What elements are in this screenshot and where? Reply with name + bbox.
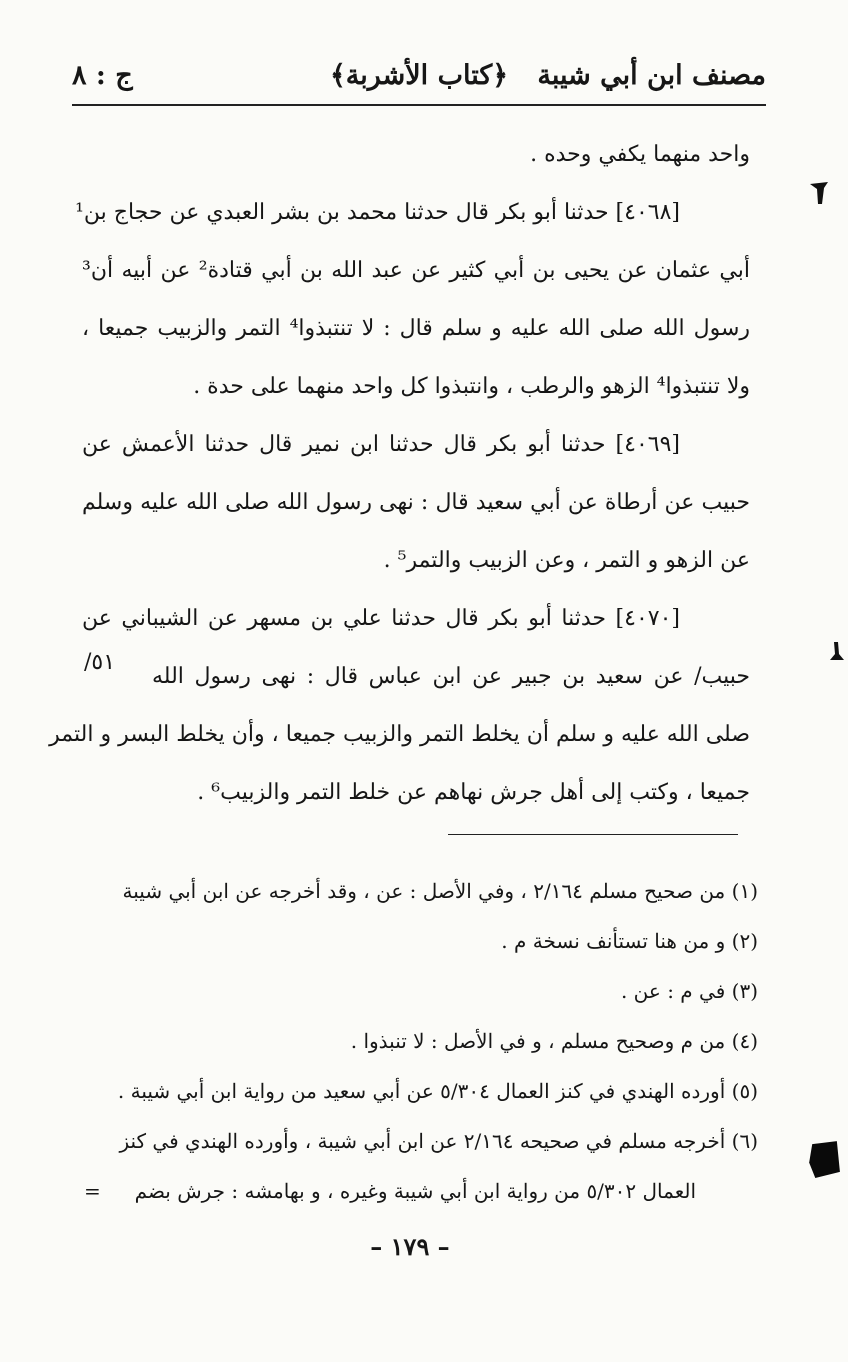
footnote-6-continued-text: العمال ٥/٣٠٢ من رواية ابن أبي شيبة وغيره ، و بهامشه : جرش بضم: [134, 1179, 696, 1203]
text-line: صلى الله عليه و سلم أن يخلط التمر والزبيب جميعا ، وأن يخلط البسر و التمر: [49, 722, 750, 747]
text-line: واحد منهما يكفي وحده .: [530, 142, 750, 167]
text-line: عن الزهو و التمر ، وعن الزبيب والتمر⁵ .: [383, 548, 750, 573]
chapter-title: ﴿كتاب الأشربة﴾: [329, 60, 509, 91]
book-title: مصنف ابن أبي شيبة: [537, 60, 766, 91]
hadith-4069-line: [٤٠٦٩] حدثنا أبو بكر قال حدثنا ابن نمير قال حدثنا الأعمش عن: [82, 432, 680, 457]
scan-blot-mark: [808, 180, 830, 206]
text-line: جميعا ، وكتب إلى أهل جرش نهاهم عن خلط التمر والزبيب⁶ .: [197, 780, 750, 805]
main-text: [49, 126, 751, 822]
footnote-6-continued: [78, 1166, 758, 1216]
hadith-4070-line: [٤٠٧٠] حدثنا أبو بكر قال حدثنا علي بن مسهر عن الشيباني عن: [82, 606, 680, 631]
manuscript-page-ref: ٥١/: [84, 650, 116, 675]
hadith-4068-line: [٤٠٦٨] حدثنا أبو بكر قال حدثنا محمد بن بشر العبدي عن حجاج بن¹: [75, 200, 680, 225]
page-number: – ١٧٩ –: [370, 1232, 450, 1261]
footnote-1: (١) من صحيح مسلم ٢/١٦٤ ، وفي الأصل : عن ، وقد أخرجه عن ابن أبي شيبة: [122, 879, 758, 903]
footnote-5: (٥) أورده الهندي في كنز العمال ٥/٣٠٤ عن أبي سعيد من رواية ابن أبي شيبة .: [117, 1079, 758, 1103]
page-header: [72, 56, 766, 100]
footnote-2: (٢) و من هنا تستأنف نسخة م .: [501, 929, 758, 953]
text-line: رسول الله صلى الله عليه و سلم قال : لا تنتبذوا⁴ التمر والزبيب جميعا ،: [82, 316, 750, 341]
text-line: حبيب/ عن سعيد بن جبير عن ابن عباس قال : نهى رسول الله: [152, 664, 750, 689]
footnote-6: (٦) أخرجه مسلم في صحيحه ٢/١٦٤ عن ابن أبي شيبة ، وأورده الهندي في كنز: [119, 1129, 758, 1153]
scan-blot-mark: [826, 640, 848, 666]
scan-blot-mark: [806, 1138, 840, 1178]
text-line: أبي عثمان عن يحيى بن أبي كثير عن عبد الله بن أبي قتادة² عن أبيه أن³: [82, 258, 751, 283]
footnotes: [78, 866, 758, 1216]
footnote-3: (٣) في م : عن .: [620, 979, 758, 1003]
text-line: ولا تنتبذوا⁴ الزهو والرطب ، وانتبذوا كل واحد منهما على حدة .: [193, 374, 750, 399]
header-rule: [72, 104, 766, 106]
continuation-mark: =: [84, 1179, 101, 1203]
text-line: حبيب عن أرطاة عن أبي سعيد قال : نهى رسول الله صلى الله عليه وسلم: [82, 490, 750, 515]
footnote-4: (٤) من م وصحيح مسلم ، و في الأصل : لا تنبذوا .: [350, 1029, 758, 1053]
volume-number: ج : ٨: [72, 60, 133, 91]
footnote-rule: [448, 834, 738, 835]
